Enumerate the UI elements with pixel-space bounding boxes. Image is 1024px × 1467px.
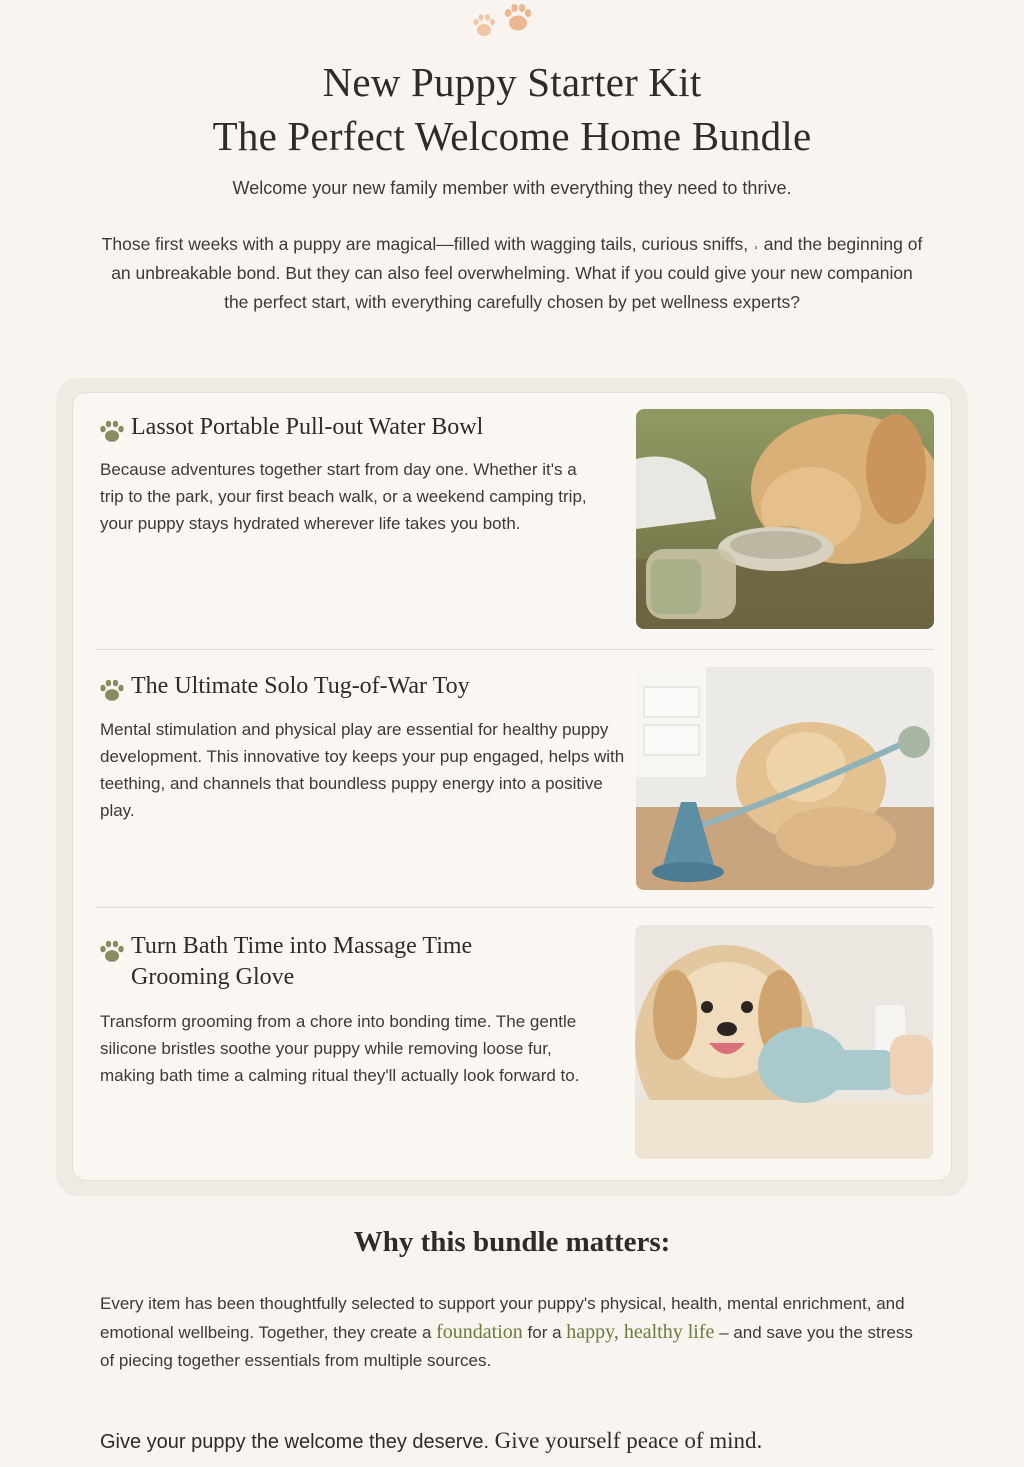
product-description: Mental stimulation and physical play are essential for healthy puppy development. This innovative toy keeps your pup engaged, helps with teething, and channels that boundless puppy energy into a positive play. [100,720,625,820]
product-name-line1: Turn Bath Time into Massage Time [131,933,473,959]
page-title-line1: New Puppy Starter Kit [322,59,702,105]
paw-icon [98,677,126,703]
grooming-glove-photo [635,925,933,1159]
water-bowl-photo [636,409,934,629]
product-name [131,931,472,993]
why-body-part3: – and save you the stress of piecing together essentials from multiple sources. [100,1323,913,1370]
page-title-line2: The Perfect Welcome Home Bundle [212,113,812,159]
closing-part1: Give your puppy the welcome they deserve. [100,1431,490,1453]
why-title: Why this bundle matters: [353,1226,671,1258]
product-grooming-glove [96,931,938,1171]
section-divider [96,907,934,908]
product-name: The Ultimate Solo Tug-of-War Toy [131,673,470,699]
closing-part2: Give yourself peace of mind. [494,1428,763,1453]
why-highlight-foundation: foundation [436,1321,523,1343]
paw-prints-icon [468,2,538,42]
product-water-bowl [96,412,938,632]
product-name-line2: Grooming Glove [131,964,295,990]
why-highlight-happy-life: happy, healthy life [566,1321,715,1343]
closing-line [100,1428,930,1454]
tug-toy-photo [636,667,934,890]
product-description: Transform grooming from a chore into bonding time. The gentle silicone bristles soothe your puppy while removing loose fur, making bath time a calming ritual they'll actually look forward to. [100,1012,580,1085]
section-divider [96,649,934,650]
product-name: Lassot Portable Pull-out Water Bowl [131,414,484,440]
paw-icon [98,418,126,444]
why-body [100,1290,930,1375]
paw-icon [98,938,126,964]
why-body-part2: for a [527,1323,562,1342]
why-body-part1: Every item has been thoughtfully selected to support your puppy's physical, health, mental enrichment, and emotional wellbeing. Together, they create a [100,1294,905,1342]
page-subtitle: Welcome your new family member with everything they need to thrive. [232,178,792,198]
product-description: Because adventures together start from day one. Whether it's a trip to the park, your first beach walk, or a weekend camping trip, your puppy stays hydrated wherever life takes you both. [100,460,587,533]
intro-paragraph: Those first weeks with a puppy are magical—filled with wagging tails, curious sniffs, ˒ and the beginning of an unbreakable bond. But they can also feel overwhelming. What if you could give your new companion the perfect start, with everything carefully chosen by pet wellness experts? [101,234,923,312]
product-tug-toy [96,671,938,895]
